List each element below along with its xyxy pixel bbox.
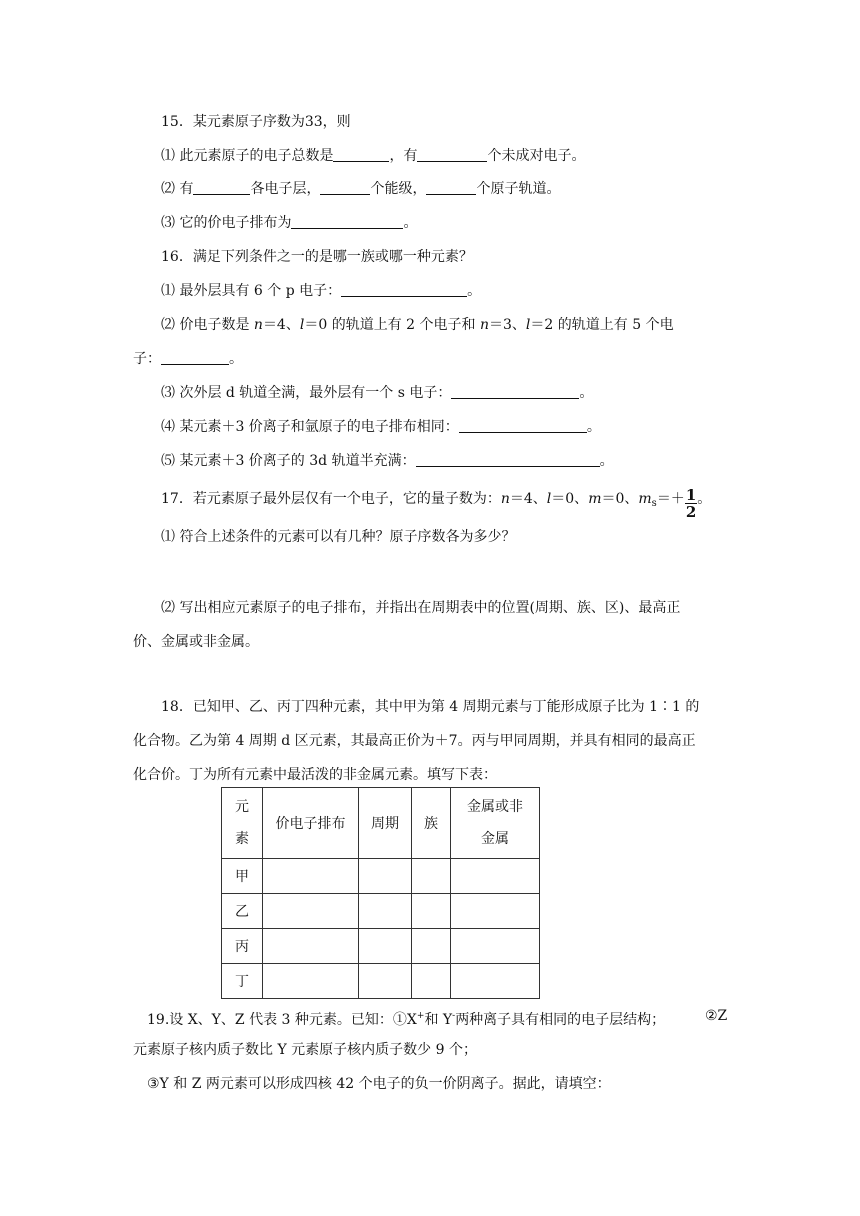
q16-part4: ⑷ 某元素＋3 价离子和氩原子的电子排布相同： 。 (161, 419, 601, 435)
answer-blank[interactable] (341, 282, 467, 297)
q15-part2: ⑵ 有 各电子层， 个能级， 个原子轨道。 (161, 181, 561, 197)
element-table (221, 787, 540, 999)
q18-line2: 化合物。乙为第 4 周期 d 区元素，其最高正价为＋7。丙与甲同周期，并具有相同的最高正 (133, 733, 696, 749)
q19-line3: ③Y 和 Z 两元素可以形成四核 42 个电子的负一价阴离子。据此，请填空： (147, 1076, 611, 1092)
answer-blank[interactable] (417, 147, 487, 162)
q19-line2: 元素原子核内质子数比 Y 元素原子核内质子数少 9 个； (133, 1042, 477, 1058)
q15-part1: ⑴ 此元素原子的电子总数是 ，有 个未成对电子。 (161, 148, 586, 164)
q18-line3: 化合价。丁为所有元素中最活泼的非金属元素。填写下表： (133, 767, 497, 783)
answer-cell[interactable] (412, 894, 451, 929)
header-period: 周期 (359, 788, 412, 859)
table-header-row (222, 788, 540, 859)
answer-blank[interactable] (416, 452, 600, 467)
answer-cell[interactable] (359, 859, 412, 894)
q15-stem: 15．某元素原子序数为33，则 (161, 114, 351, 130)
q16-part3: ⑶ 次外层 d 轨道全满，最外层有一个 s 电子： 。 (161, 385, 594, 401)
header-element: 元 素 (222, 788, 263, 859)
header-valence-config: 价电子排布 (263, 788, 359, 859)
answer-cell[interactable] (451, 929, 540, 964)
answer-cell[interactable] (263, 964, 359, 999)
answer-cell[interactable] (263, 859, 359, 894)
q16-part5: ⑸ 某元素＋3 价离子的 3d 轨道半充满： 。 (161, 453, 614, 469)
answer-cell[interactable] (451, 859, 540, 894)
answer-cell[interactable] (412, 929, 451, 964)
answer-cell[interactable] (263, 894, 359, 929)
answer-cell[interactable] (263, 929, 359, 964)
answer-cell[interactable] (359, 964, 412, 999)
q15-part3: ⑶ 它的价电子排布为 。 (161, 215, 418, 231)
answer-cell[interactable] (359, 929, 412, 964)
answer-blank[interactable] (320, 180, 370, 195)
q19-line1-tail: ②Z (705, 1008, 728, 1024)
row-element: 丙 (222, 929, 263, 964)
q16-stem: 16．满足下列条件之一的是哪一族或哪一种元素？ (161, 249, 473, 265)
row-element: 乙 (222, 894, 263, 929)
answer-cell[interactable] (412, 964, 451, 999)
answer-blank[interactable] (291, 214, 403, 229)
q17-stem: 17．若元素原子最外层仅有一个电子，它的量子数为：n＝4、l＝0、m＝0、$m_s=+$ $\frac{1}{2}$ 。 (161, 486, 712, 521)
table-row (222, 964, 540, 999)
answer-blank[interactable] (193, 180, 250, 195)
answer-blank[interactable] (333, 147, 389, 162)
answer-cell[interactable] (359, 894, 412, 929)
answer-blank[interactable] (426, 180, 476, 195)
q17-part1: ⑴ 符合上述条件的元素可以有几种？原子序数各为多少？ (161, 529, 516, 545)
q16-part2-line1: ⑵ 价电子数是 n＝4、l＝0 的轨道上有 2 个电子和 n＝3、l＝2 的轨道上有 5 个电 (161, 317, 674, 333)
answer-cell[interactable] (451, 964, 540, 999)
header-metal: 金属或非 金属 (451, 788, 540, 859)
q18-line1: 18．已知甲、乙、丙丁四种元素，其中甲为第 4 周期元素与丁能形成原子比为 1∶1 的 (161, 699, 700, 715)
q17-part2-line1: ⑵ 写出相应元素原子的电子排布，并指出在周期表中的位置(周期、族、区)、最高正 (161, 600, 681, 616)
table-row (222, 894, 540, 929)
q16-part2-line2: 子： 。 (133, 351, 243, 367)
answer-blank[interactable] (161, 350, 229, 365)
row-element: 甲 (222, 859, 263, 894)
answer-blank[interactable] (451, 384, 579, 399)
table-row (222, 929, 540, 964)
q16-part1: ⑴ 最外层具有 6 个 p 电子： 。 (161, 283, 482, 299)
one-half-fraction: $\frac{1}{2}$ (685, 486, 697, 521)
answer-blank[interactable] (459, 418, 587, 433)
answer-cell[interactable] (451, 894, 540, 929)
table-row (222, 859, 540, 894)
answer-cell[interactable] (412, 859, 451, 894)
q19-line1: 19.设 X、Y、Z 代表 3 种元素。已知：①X+和 Y-两种离子具有相同的电子层结构； (147, 1011, 666, 1028)
header-group: 族 (412, 788, 451, 859)
row-element: 丁 (222, 964, 263, 999)
q17-part2-line2: 价、金属或非金属。 (133, 634, 259, 650)
